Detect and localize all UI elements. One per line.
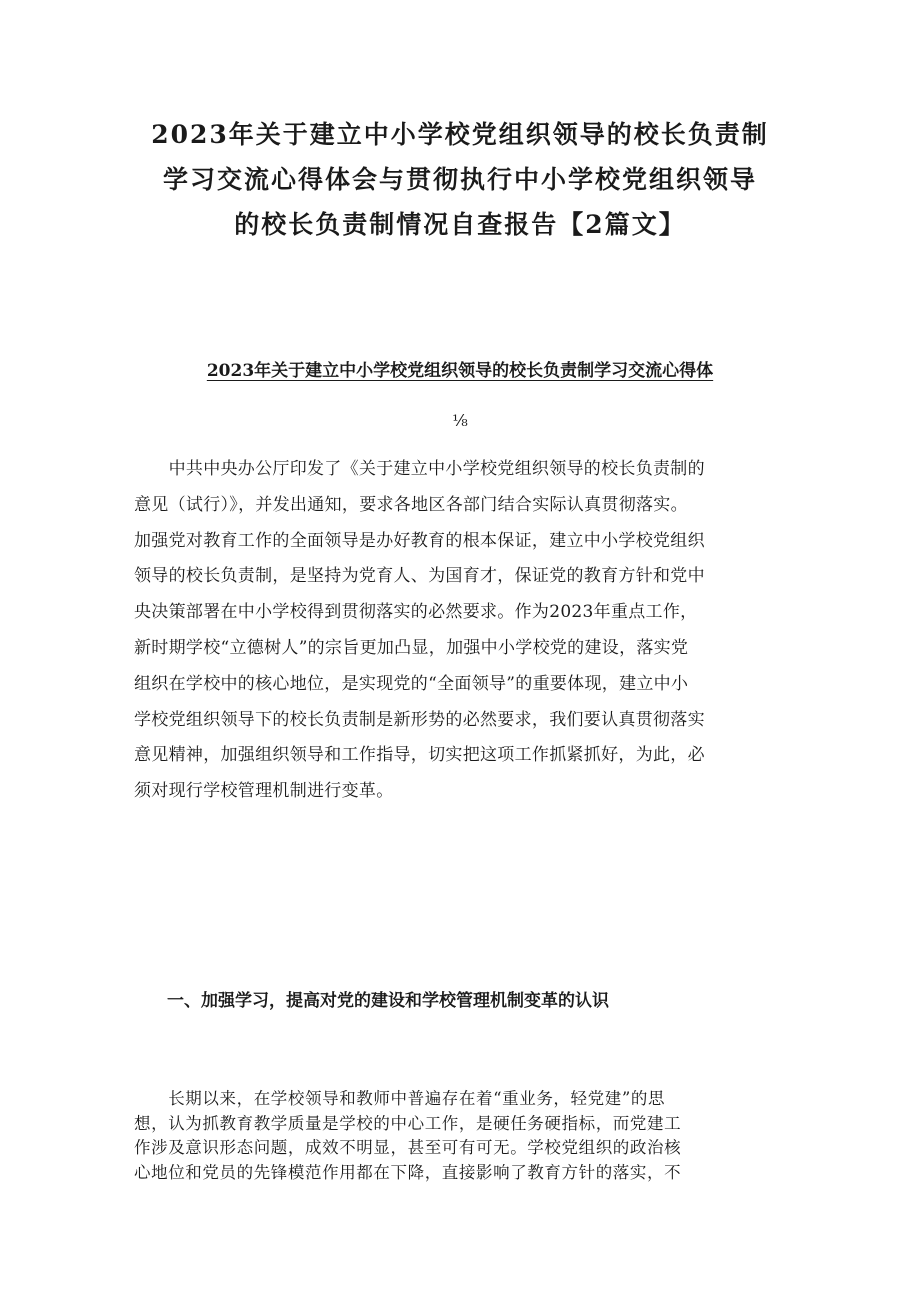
sub-title-tail: ⅛ — [452, 411, 468, 430]
main-title-line: 学习交流心得体会与贯彻执行中小学校党组织领导 — [162, 165, 757, 194]
paragraph-line: 组织在学校中的核心地位，是实现党的“全面领导”的重要体现，建立中小 — [134, 673, 689, 694]
paragraph-line: 央决策部署在中小学校得到贯彻落实的必然要求。作为2023年重点工作， — [134, 602, 698, 623]
body-paragraph-2 — [134, 1087, 794, 1185]
sub-title: 2023年关于建立中小学校党组织领导的校长负责制学习交流心得体 — [206, 361, 714, 381]
paragraph-line: 意见精神，加强组织领导和工作指导，切实把这项工作抓紧抓好，为此，必 — [134, 745, 705, 766]
main-title-line: 2023年关于建立中小学校党组织领导的校长负责制 — [151, 120, 769, 149]
main-title-line: 的校长负责制情况自查报告【2篇文】 — [234, 210, 686, 239]
section-heading-1: 一、加强学习，提高对党的建设和学校管理机制变革的认识 — [167, 991, 609, 1011]
main-title — [100, 112, 820, 247]
paragraph-line: 加强党对教育工作的全面领导是办好教育的根本保证，建立中小学校党组织 — [134, 530, 705, 551]
body-paragraph-1 — [134, 452, 794, 810]
paragraph-line: 新时期学校“立德树人”的宗旨更加凸显，加强中小学校党的建设，落实党 — [134, 637, 689, 658]
paragraph-line: 中共中央办公厅印发了《关于建立中小学校党组织领导的校长负责制的 — [134, 459, 705, 479]
paragraph-line: 须对现行学校管理机制进行变革。 — [134, 781, 394, 802]
paragraph-line: 想，认为抓教育教学质量是学校的中心工作，是硬任务硬指标，而党建工 — [134, 1113, 682, 1133]
paragraph-line: 意见（试行）》，并发出通知，要求各地区各部门结合实际认真贯彻落实。 — [134, 494, 688, 515]
paragraph-line: 长期以来，在学校领导和教师中普遍存在着“重业务，轻党建”的思 — [134, 1089, 666, 1108]
paragraph-line: 学校党组织领导下的校长负责制是新形势的必然要求，我们要认真贯彻落实 — [134, 709, 705, 730]
paragraph-line: 作涉及意识形态问题，成效不明显，甚至可有可无。学校党组织的政治核 — [134, 1138, 682, 1157]
paragraph-line: 领导的校长负责制，是坚持为党育人、为国育才，保证党的教育方针和党中 — [134, 566, 705, 587]
paragraph-line: 心地位和党员的先锋模范作用都在下降，直接影响了教育方针的落实，不 — [134, 1162, 682, 1182]
